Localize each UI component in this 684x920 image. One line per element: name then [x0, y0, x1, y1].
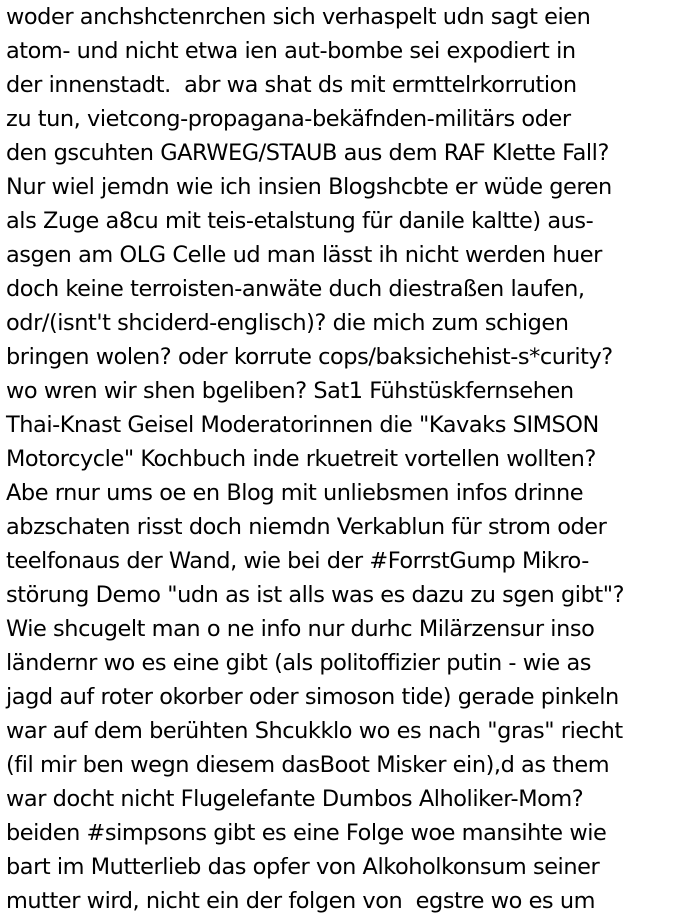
text-line: war auf dem berühten Shcukklo wo es nach "gras" riecht — [6, 718, 623, 744]
text-line: doch keine terroisten-anwäte duch diestraßen laufen, — [6, 276, 585, 302]
text-line: Motorcycle" Kochbuch inde rkuetreit vortellen wollten? — [6, 446, 596, 472]
text-line: als Zuge a8cu mit teis-etalstung für danile kaltte) aus- — [6, 208, 594, 234]
text-line: bringen wolen? oder korrute cops/baksichehist-s*curity? — [6, 344, 613, 370]
text-line: den gscuhten GARWEG/STAUB aus dem RAF Klette Fall? — [6, 140, 609, 166]
text-line: jagd auf roter okorber oder simoson tide) gerade pinkeln — [6, 684, 619, 710]
text-line: Abe rnur ums oe en Blog mit unliebsmen infos drinne — [6, 480, 584, 506]
text-line: beiden #simpsons gibt es eine Folge woe mansihte wie — [6, 820, 607, 846]
text-line: woder anchshctenrchen sich verhaspelt udn sagt eien — [6, 4, 591, 30]
text-line: abzschaten risst doch niemdn Verkablun für strom oder — [6, 514, 607, 540]
text-line: bart im Mutterlieb das opfer von Alkoholkonsum seiner — [6, 854, 600, 880]
text-line: ländernr wo es eine gibt (als politoffizier putin - wie as — [6, 650, 591, 676]
text-line: atom- und nicht etwa ien aut-bombe sei expodiert in — [6, 38, 576, 64]
text-line: Nur wiel jemdn wie ich insien Blogshcbte er wüde geren — [6, 174, 612, 200]
body-text — [6, 0, 684, 918]
text-line: odr/(isnt't shciderd-englisch)? die mich zum schigen — [6, 310, 569, 336]
text-line: mutter wird, nicht ein der folgen von egstre wo es um — [6, 888, 596, 914]
text-line: Wie shcugelt man o ne info nur durhc Milärzensur inso — [6, 616, 595, 642]
text-line: war docht nicht Flugelefante Dumbos Alholiker-Mom? — [6, 786, 584, 812]
text-line: zu tun, vietcong-propagana-bekäfnden-militärs oder — [6, 106, 571, 132]
text-line: wo wren wir shen bgeliben? Sat1 Fühstüskfernsehen — [6, 378, 574, 404]
text-line: der innenstadt. abr wa shat ds mit ermttelrkorrution — [6, 72, 577, 98]
text-line: Thai-Knast Geisel Moderatorinnen die "Kavaks SIMSON — [6, 412, 599, 438]
text-line: störung Demo "udn as ist alls was es dazu zu sgen gibt"? — [6, 582, 625, 608]
text-line: (fil mir ben wegn diesem dasBoot Misker ein),d as them — [6, 752, 610, 778]
text-line: teelfonaus der Wand, wie bei der #ForrstGump Mikro- — [6, 548, 589, 574]
text-line: asgen am OLG Celle ud man lässt ih nicht werden huer — [6, 242, 602, 268]
